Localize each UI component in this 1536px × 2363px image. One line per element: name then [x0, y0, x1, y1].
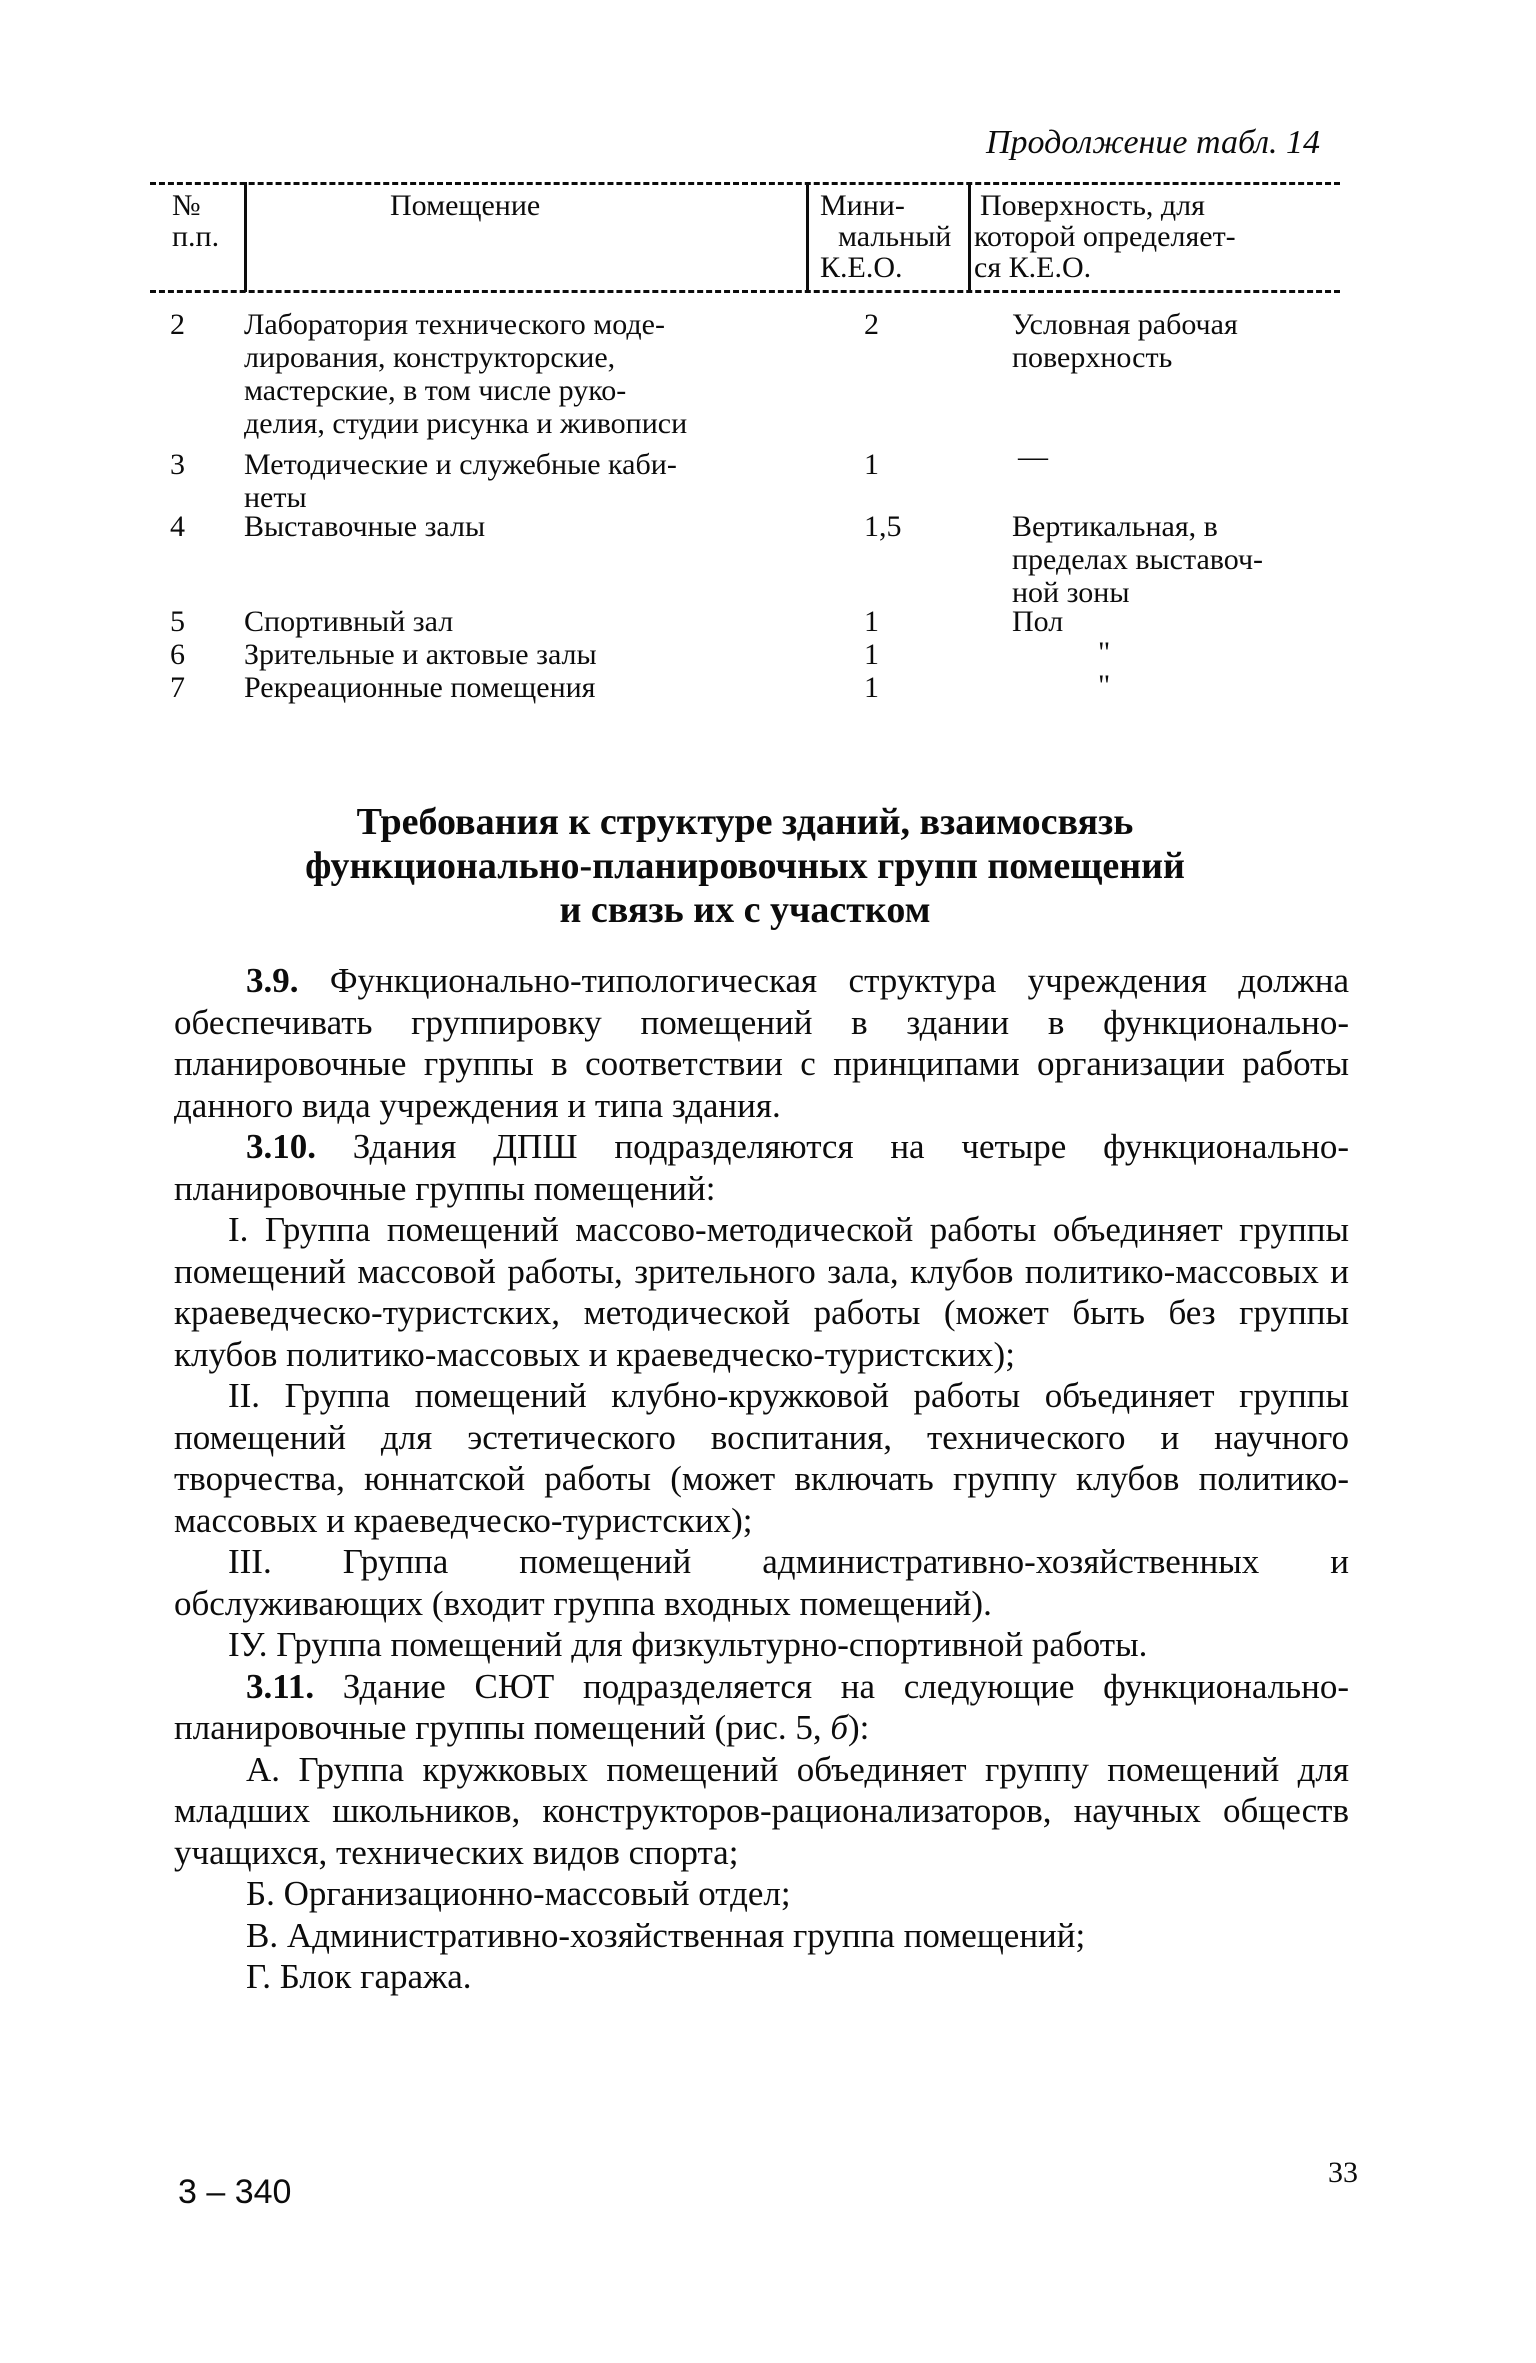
row-room: Лаборатория технического моде- лирования, конструкторские, мастерские, в том числе руко- делия, студии рисунка и живописи	[244, 308, 688, 440]
row-keo: 1	[864, 605, 879, 638]
row-room: Методические и служебные каби- неты	[244, 448, 677, 514]
row-surface: Условная рабочая поверхность	[1012, 308, 1238, 374]
page-number: 33	[1328, 2156, 1358, 2189]
row-room: Рекреационные помещения	[244, 671, 596, 704]
item-g: Г. Блок гаража.	[246, 1957, 472, 1996]
header-surface: Поверхность, для которой определяет- ся К.Е.О.	[974, 189, 1236, 284]
row-room: Выставочные залы	[244, 510, 486, 543]
row-keo: 1	[864, 448, 879, 481]
table-top-rule	[150, 182, 1340, 185]
section-title: Требования к структуре зданий, взаимосвязь функционально-планировочных групп помещений и связь их с участком	[305, 801, 1185, 931]
group-4: IУ. Группа помещений для физкультурно-спортивной работы.	[228, 1625, 1148, 1664]
signature-mark: 3 – 340	[178, 2173, 292, 2211]
row-number: 3	[170, 448, 185, 481]
row-keo: 1	[864, 671, 879, 704]
header-room: Помещение	[390, 189, 541, 222]
header-min-keo: Мини- мальный К.Е.О.	[820, 189, 952, 284]
table-column-divider	[244, 182, 247, 292]
paragraph-3-11: 3.11. Здание СЮТ подразделяется на следующие функционально-планировочные группы помещений (рис. 5, б):	[174, 1666, 1350, 1747]
table-column-divider	[968, 182, 971, 292]
table-column-divider	[806, 182, 809, 292]
row-number: 5	[170, 605, 185, 638]
row-number: 6	[170, 638, 185, 671]
group-2: II. Группа помещений клубно-кружковой работы объединяет группы помещений для эстетического воспитания, технического и научного творчества, юннатской работы (может включать группу клубов политико-массовых и краеведческо-туристских);	[174, 1376, 1349, 1540]
row-room: Спортивный зал	[244, 605, 454, 638]
row-keo: 1	[864, 638, 879, 671]
group-3: III. Группа помещений административно-хозяйственных и обслуживающих (входит группа входных помещений).	[174, 1542, 1349, 1623]
row-surface: Пол	[1012, 605, 1064, 638]
row-surface: —	[1018, 440, 1048, 473]
row-keo: 2	[864, 308, 879, 341]
row-room: Зрительные и актовые залы	[244, 638, 597, 671]
paragraph-3-10: 3.10. Здания ДПШ подразделяются на четыре функционально-планировочные группы помещений:	[174, 1127, 1350, 1208]
row-surface: "	[1098, 669, 1111, 702]
body-text	[174, 960, 1349, 1998]
group-1: I. Группа помещений массово-методической работы объединяет группы помещений массовой работы, зрительного зала, клубов политико-массовых и краеведческо-туристских, методической работы (может быть без группы клубов политико-массовых и краеведческо-туристских);	[174, 1210, 1349, 1374]
item-v: В. Административно-хозяйственная группа помещений;	[246, 1915, 1086, 1955]
table-caption: Продолжение табл. 14	[986, 124, 1321, 161]
row-surface: Вертикальная, в пределах выставоч- ной зоны	[1012, 510, 1264, 609]
row-number: 2	[170, 308, 185, 341]
item-b: Б. Организационно-массовый отдел;	[246, 1874, 791, 1913]
header-number: № п.п.	[172, 189, 220, 253]
table-header-rule	[150, 290, 1340, 293]
item-a: А. Группа кружковых помещений объединяет группу помещений для младших школьников, конструкторов-рационализаторов, научных обществ учащихся, технических видов спорта;	[174, 1749, 1349, 1872]
row-number: 7	[170, 671, 185, 704]
row-keo: 1,5	[864, 510, 902, 543]
row-number: 4	[170, 510, 185, 543]
paragraph-3-9: 3.9. Функционально-типологическая структура учреждения должна обеспечивать группировку помещений в здании в функционально-планировочные группы в соответствии с принципами организации работы данного вида учреждения и типа здания.	[174, 961, 1350, 1125]
row-surface: "	[1098, 636, 1111, 669]
